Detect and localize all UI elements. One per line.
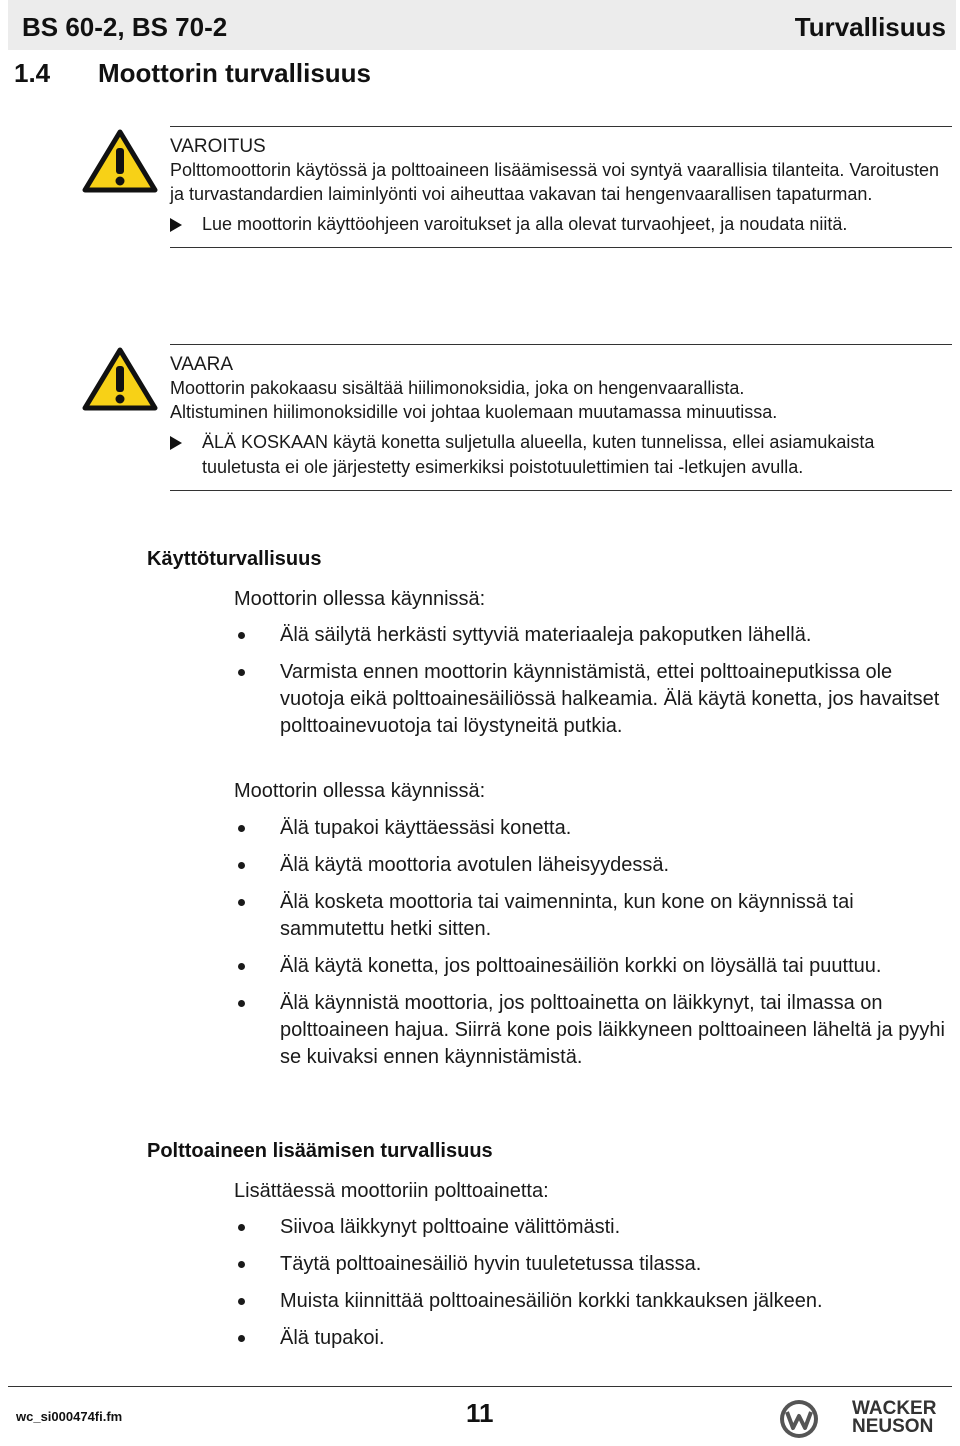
danger-rule-top xyxy=(170,344,952,345)
header-model: BS 60-2, BS 70-2 xyxy=(22,12,228,42)
page-number: 11 xyxy=(466,1398,494,1428)
list-item-text: Älä käynnistä moottoria, jos polttoainetta on läikkynyt, tai ilmassa on polttoaineen hajua. Siirrä kone pois läikkyneen polttoaineen läheltä ja pyyhi se kuivaksi ennen käynnistämistä. xyxy=(280,992,945,1068)
warning-notice xyxy=(170,126,952,248)
bullet-dot xyxy=(238,1261,245,1268)
list-item xyxy=(234,815,954,842)
warning-rule-top xyxy=(170,126,952,127)
warning-action-text: Lue moottorin käyttöohjeen varoitukset ja alla olevat turvaohjeet, ja noudata niitä. xyxy=(202,214,848,234)
list-item xyxy=(234,953,954,980)
bullet-dot xyxy=(238,1335,245,1342)
list-item-text: Älä tupakoi käyttäessäsi konetta. xyxy=(280,817,572,839)
section-number: 1.4 xyxy=(14,58,51,88)
logo-line-1: WACKER xyxy=(852,1398,937,1419)
bullet-dot xyxy=(238,1224,245,1231)
bullet-dot xyxy=(238,899,245,906)
operation-intro-1: Moottorin ollessa käynnissä: xyxy=(234,588,486,610)
danger-triangle-icon xyxy=(82,346,158,412)
list-item xyxy=(234,990,954,1071)
operation-list-1 xyxy=(234,622,954,750)
list-item-text: Älä käytä konetta, jos polttoainesäiliön korkki on löysällä tai puuttuu. xyxy=(280,955,882,977)
warning-rule-bottom xyxy=(170,247,952,248)
warning-triangle-icon xyxy=(82,128,158,194)
danger-title: VAARA xyxy=(170,354,234,375)
operation-list-2 xyxy=(234,815,954,1081)
footer-filename: wc_si000474fi.fm xyxy=(16,1409,123,1424)
bullet-dot xyxy=(238,862,245,869)
warning-text: Polttomoottorin käytössä ja polttoaineen lisäämisessä voi syntyä vaarallisia tilanteita. Varoitusten ja turvastandardien laiminlyönti voi aiheuttaa vakavan tai hengenvaarallisen tapaturman. xyxy=(170,160,940,204)
warning-title: VAROITUS xyxy=(170,136,266,157)
list-item xyxy=(234,622,954,649)
bullet-dot xyxy=(238,1298,245,1305)
list-item xyxy=(234,889,954,943)
bullet-dot xyxy=(238,632,245,639)
list-item xyxy=(234,1325,954,1352)
arrow-right-icon xyxy=(170,218,182,232)
list-item-text: Varmista ennen moottorin käynnistämistä, ettei polttoaineputkissa ole vuotoja eikä polttoainesäiliössä halkeamia. Älä käytä konetta, jos havaitset polttoainevuotoja tai löystyneitä putkia. xyxy=(280,661,940,737)
bullet-dot xyxy=(238,825,245,832)
danger-text-2: Altistuminen hiilimonoksidille voi johtaa kuolemaan muutamassa minuutissa. xyxy=(170,401,778,422)
logo-wordmark xyxy=(852,1400,936,1436)
danger-notice xyxy=(170,344,952,491)
list-item-text: Muista kiinnittää polttoainesäiliön korkki tankkauksen jälkeen. xyxy=(280,1290,823,1312)
logo-line-2: NEUSON xyxy=(852,1416,934,1437)
danger-text-1: Moottorin pakokaasu sisältää hiilimonoksidia, joka on hengenvaarallista. xyxy=(170,378,745,398)
danger-action-text: ÄLÄ KOSKAAN käytä konetta suljetulla alueella, kuten tunnelissa, ellei asiamukaista tuuletusta ei ole järjestetty esimerkiksi poistotuulettimien tai -letkujen avulla. xyxy=(202,432,875,477)
list-item xyxy=(234,659,954,740)
bullet-dot xyxy=(238,1000,245,1007)
list-item-text: Älä säilytä herkästi syttyviä materiaaleja pakoputken lähellä. xyxy=(280,624,812,646)
refuel-list xyxy=(234,1214,954,1362)
warning-action xyxy=(170,212,952,237)
header-band xyxy=(8,0,956,50)
list-item xyxy=(234,1251,954,1278)
bullet-dot xyxy=(238,963,245,970)
operation-intro-2: Moottorin ollessa käynnissä: xyxy=(234,780,486,802)
list-item-text: Älä kosketa moottoria tai vaimenninta, kun kone on käynnissä tai sammutettu hetki sitten. xyxy=(280,891,854,940)
wacker-neuson-logo xyxy=(778,1398,820,1440)
section-title-text: Moottorin turvallisuus xyxy=(98,58,371,88)
operation-heading: Käyttöturvallisuus xyxy=(147,548,322,570)
list-item xyxy=(234,1288,954,1315)
header-chapter: Turvallisuus xyxy=(794,12,946,42)
list-item-text: Täytä polttoainesäiliö hyvin tuuletetussa tilassa. xyxy=(280,1253,702,1275)
refuel-heading: Polttoaineen lisäämisen turvallisuus xyxy=(147,1140,493,1162)
danger-action xyxy=(170,430,952,480)
arrow-right-icon xyxy=(170,436,182,450)
list-item-text: Siivoa läikkynyt polttoaine välittömästi. xyxy=(280,1216,621,1238)
refuel-intro: Lisättäessä moottoriin polttoainetta: xyxy=(234,1180,549,1202)
list-item-text: Älä käytä moottoria avotulen läheisyydessä. xyxy=(280,854,670,876)
section-title xyxy=(14,58,371,89)
list-item xyxy=(234,852,954,879)
bullet-dot xyxy=(238,669,245,676)
list-item xyxy=(234,1214,954,1241)
list-item-text: Älä tupakoi. xyxy=(280,1327,385,1349)
footer-rule xyxy=(8,1386,952,1387)
danger-rule-bottom xyxy=(170,490,952,491)
